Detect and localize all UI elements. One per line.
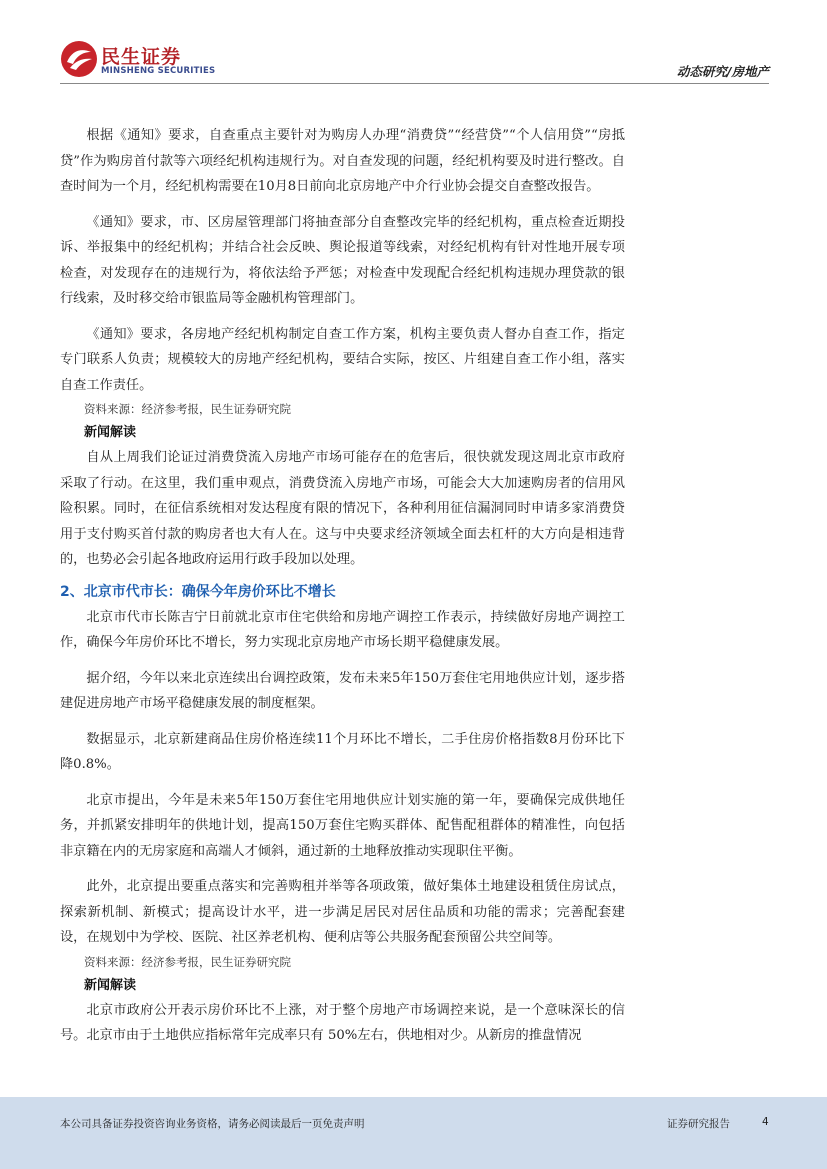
body-paragraph: 根据《通知》要求，自查重点主要针对为购房人办理“消费贷”“经营贷”“个人信用贷”“房抵贷”作为购房首付款等六项经纪机构违规行为。对自查发现的问题，经纪机构要及时进行整改。自查时间为一个月，经纪机构需要在10月8日前向北京房地产中介行业协会提交自查整改报告。 [60,128,625,194]
body-paragraph: 北京市提出，今年是未来5年150万套住宅用地供应计划实施的第一年，要确保完成供地任务，并抓紧安排明年的供地计划，提高150万套住宅购买群体、配售配租群体的精准性，向包括非京籍在内的无房家庭和高端人才倾斜，通过新的土地释放推动实现职住平衡。 [60,792,625,859]
body-paragraph: 《通知》要求，各房地产经纪机构制定自查工作方案，机构主要负责人督办自查工作，指定专门联系人负责；规模较大的房地产经纪机构，要结合实际，按区、片组建自查工作小组，落实自查工作责任。 [60,326,625,393]
footer-disclaimer: 本公司具备证券投资咨询业务资格，请务必阅读最后一页免责声明 [60,1118,365,1130]
section-heading: 2、北京市代市长：确保今年房价环比不增长 [60,583,336,600]
interpretation-paragraph: 北京市政府公开表示房价环比不上涨，对于整个房地产市场调控来说，是一个意味深长的信号。北京市由于土地供应指标常年完成率只有 50%左右，供地相对少。从新房的推盘情况 [60,1002,625,1043]
page-header [0,0,827,84]
source-note: 资料来源：经济参考报，民生证券研究院 [84,954,291,969]
body-paragraph: 数据显示，北京新建商品住房价格连续11个月环比不增长，二手住房价格指数8月份环比下降0.8%。 [60,731,625,772]
page-footer [0,1097,827,1169]
report-body [60,123,625,1049]
brand-name-cn: 民生证券 [101,46,182,68]
header-divider [60,83,769,84]
brand-name-en: MINSHENG SECURITIES [101,66,216,76]
body-paragraph: 据介绍，今年以来北京连续出台调控政策，发布未来5年150万套住宅用地供应计划，逐步搭建促进房地产市场平稳健康发展的制度框架。 [60,670,625,711]
news-interpretation-label: 新闻解读 [84,425,137,440]
interpretation-paragraph: 自从上周我们论证过消费贷流入房地产市场可能存在的危害后，很快就发现这周北京市政府采取了行动。在这里，我们重申观点，消费贷流入房地产市场，可能会大大加速购房者的信用风险积累。同时，在征信系统相对发达程度有限的情况下，各种利用征信漏洞同时申请多家消费贷用于支付购买首付款的购房者也大有人在。这与中央要求经济领域全面去杠杆的大方向是相违背的，也势必会引起各地政府运用行政手段加以处理。 [60,450,625,567]
report-category: 动态研究/房地产 [676,64,769,79]
brand-logo [60,40,216,82]
footer-report-type: 证券研究报告 [667,1118,730,1130]
source-note: 资料来源：经济参考报，民生证券研究院 [84,402,291,416]
body-paragraph: 《通知》要求，市、区房屋管理部门将抽查部分自查整改完毕的经纪机构，重点检查近期投诉、举报集中的经纪机构；并结合社会反映、舆论报道等线索，对经纪机构有针对性地开展专项检查，对发现存在的违规行为，将依法给予严惩；对检查中发现配合经纪机构违规办理贷款的银行线索，及时移交给市银监局等金融机构管理部门。 [60,214,625,306]
body-paragraph: 北京市代市长陈吉宁日前就北京市住宅供给和房地产调控工作表示，持续做好房地产调控工作，确保今年房价环比不增长，努力实现北京房地产市场长期平稳健康发展。 [60,609,625,650]
minsheng-logo-icon [60,40,98,78]
news-interpretation-label: 新闻解读 [84,977,137,993]
body-paragraph: 此外，北京提出要重点落实和完善购租并举等各项政策，做好集体土地建设租赁住房试点，探索新机制、新模式；提高设计水平，进一步满足居民对居住品质和功能的需求；完善配套建设，在规划中为学校、医院、社区养老机构、便利店等公共服务配套预留公共空间等。 [60,879,625,945]
page-number: 4 [762,1116,769,1128]
